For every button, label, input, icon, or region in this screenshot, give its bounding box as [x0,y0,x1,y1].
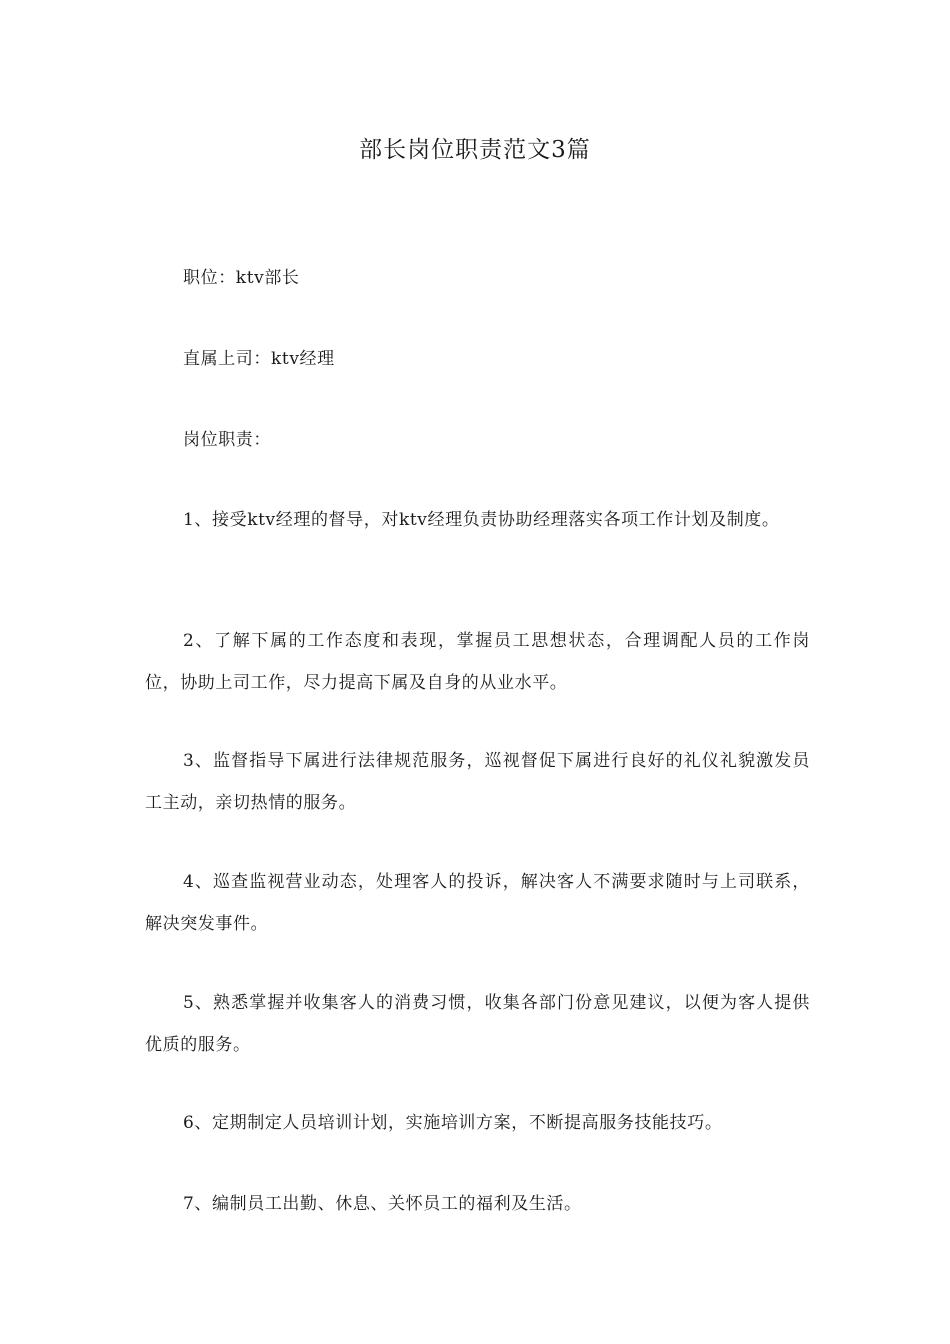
duty-item-3: 3、监督指导下属进行法律规范服务，巡视督促下属进行良好的礼仪礼貌激发员工主动，亲切热情的服务。 [145,751,810,813]
duty-item-2: 2、了解下属的工作态度和表现，掌握员工思想状态，合理调配人员的工作岗位，协助上司工作，尽力提高下属及自身的从业水平。 [145,631,810,693]
document-title: 部长岗位职责范文3篇 [359,137,591,163]
duty-item-7: 7、编制员工出勤、休息、关怀员工的福利及生活。 [183,1194,582,1214]
duty-item-4: 4、巡查监视营业动态，处理客人的投诉，解决客人不满要求随时与上司联系，解决突发事件。 [145,872,810,934]
duties-heading: 岗位职责： [183,430,271,450]
duty-item-6: 6、定期制定人员培训计划，实施培训方案，不断提高服务技能技巧。 [183,1113,723,1133]
superior-line: 直属上司：ktv经理 [183,349,335,369]
position-line: 职位：ktv部长 [183,268,300,288]
duty-item-5: 5、熟悉掌握并收集客人的消费习惯，收集各部门份意见建议，以便为客人提供优质的服务。 [145,993,810,1055]
duty-item-1: 1、接受ktv经理的督导，对ktv经理负责协助经理落实各项工作计划及制度。 [183,510,780,530]
